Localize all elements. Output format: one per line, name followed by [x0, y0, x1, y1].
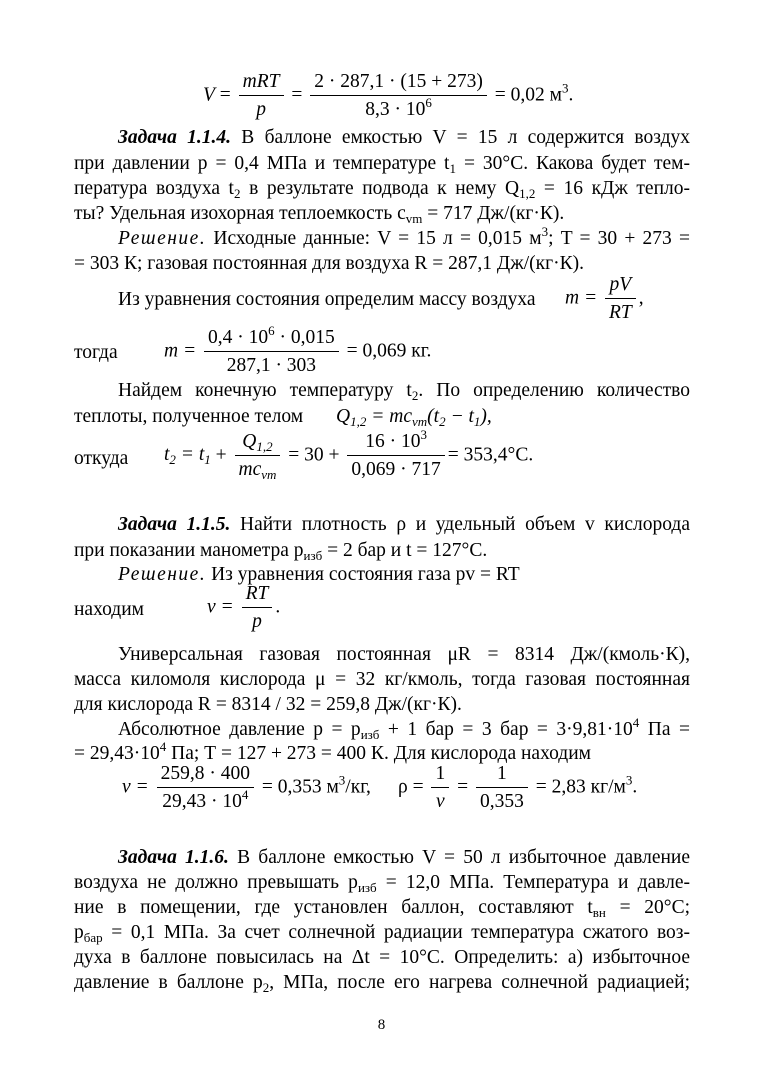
- eq-lhs: V: [203, 84, 215, 106]
- page-number: 8: [377, 1017, 386, 1033]
- task-115-line-2: при показании манометра $p_{изб} = 2$ бар и t = 127°С.: [74, 540, 488, 563]
- task-114-title: Задача 1.1.4.: [118, 127, 231, 148]
- task-115-line-7: Абсолютное давление $p = p_{изб} + 1$ бар = 3 бар = $3\cdot 9,81\cdot 10^4$ Па =: [118, 715, 690, 742]
- task-114-line-6: = 303 К; газовая постоянная для воздуха R = 287,1 Дж/(кг·К).: [74, 253, 584, 274]
- task-116-line-6: давление в баллоне $p_2$, МПа, после его нагрева солнечной радиацией;: [74, 972, 691, 995]
- task-114-line-2: при давлении p = 0,4 МПа и температуре $t_1 = 30^\circ С$. Какова будет тем-: [74, 153, 690, 176]
- solution-label: Решение.: [118, 564, 207, 585]
- task-116-line-5: духа в баллоне повысилась на Δt = 10°С. Определить: а) избыточное: [74, 947, 690, 968]
- heat-equation: $Q_{1,2} = mc_{vm}(t_2 - t_1)$,: [335, 406, 492, 429]
- task-114-line-1: Задача 1.1.4. В баллоне емкостью V = 15 л содержится воздух: [118, 127, 690, 148]
- task-115-line-8: = $29,43\cdot 10^4$ Па; Т = 127 + 273 = 400 К. Для кислорода находим: [74, 739, 591, 764]
- togda-label: тогда: [74, 342, 118, 363]
- task-114-line-4: ты? Удельная изохорная теплоемкость $c_{vm} = 717$ Дж/(кг·К).: [74, 203, 565, 226]
- task-116-line-3: ние в помещении, где установлен баллон, составляют $t_{вн} = 20^\circ С$;: [74, 897, 690, 920]
- eq-result: = 0,02 м: [494, 84, 562, 106]
- temperature-calculation: $t_2 = t_1$ + $\frac{Q_{1,2}}{mc_{vm}}$ = 30 + $\frac{16 \cdot 10^3}{0,069 \cdot 717}$ = 353,4°С.: [164, 427, 534, 482]
- task-115-title: Задача 1.1.5.: [118, 514, 231, 535]
- mass-formula: m = $\frac{pV}{RT}$ ,: [565, 274, 644, 323]
- task-116-title: Задача 1.1.6.: [118, 847, 229, 868]
- fraction-mrt-p: [239, 70, 284, 122]
- task-114-line-8: Найдем конечную температуру $t_2$. По определению количество: [118, 380, 690, 403]
- task-114-line-3: пература воздуха $t_2$ в результате подвода к нему $Q_{1,2} = 16$ кДж тепло-: [74, 178, 690, 201]
- task-114-line-9: теплоты, полученное телом $Q_{1,2} = mc_{vm}(t_2 - t_1)$,: [74, 406, 492, 429]
- specific-volume-calculation: v = $\frac{259,8 \cdot 400}{29,43 \cdot 10^4}$ = 0,353 $м^3/кг$,: [122, 763, 371, 812]
- task-115-line-1: Задача 1.1.5. Найти плотность ρ и удельный объем v кислорода: [118, 514, 690, 535]
- otkuda-label: откуда: [74, 448, 129, 469]
- task-116-line-1: Задача 1.1.6. В баллоне емкостью V = 50 л избыточное давление: [118, 847, 690, 868]
- fraction-numeric: [310, 70, 487, 122]
- task-116-line-4: $p_{бар} = 0,1$ МПа. За счет солнечной радиации температура сжатого воз-: [74, 922, 690, 945]
- specific-volume-formula: v = $\frac{RT}{p}$ .: [207, 583, 281, 632]
- task-115-line-3: Решение. Из уравнения состояния газа pv = RT: [118, 564, 520, 585]
- task-116-line-2: воздуха не должно превышать $p_{изб} = 12,0$ МПа. Температура и давле-: [74, 872, 690, 895]
- task-114-line-7: Из уравнения состояния определим массу воздуха: [118, 289, 536, 310]
- task-115-line-6: для кислорода R = 8314 / 32 = 259,8 Дж/(кг·К).: [74, 694, 462, 715]
- task-115-line-5: масса киломоля кислорода μ = 32 кг/кмоль, тогда газовая постоянная: [74, 669, 690, 690]
- task-115-line-4: Универсальная газовая постоянная μR = 8314 Дж/(кмоль·К),: [118, 644, 690, 665]
- fraction-numerator: mRT: [239, 70, 284, 96]
- solution-label: Решение.: [118, 228, 207, 249]
- task-114-line-5: Решение. Исходные данные: V = 15 л = 0,015 $м^3$; T = 30 + 273 =: [118, 224, 690, 249]
- volume-equation: V = $\frac{\text{mRT}}{p}$ = $\frac{2 \cdot 287,1 \cdot (15 + 273)}{8,3 \cdot 10^6}$ = 0,02 $м^3$.: [203, 71, 574, 120]
- fraction-numerator: 2 · 287,1 · (15 + 273): [310, 70, 487, 96]
- mass-calculation: m = $\frac{0,4 \cdot 10^6 \cdot 0,015}{287,1 \cdot 303}$ = 0,069 кг.: [164, 323, 432, 376]
- fraction-denominator: $8,3 \cdot 10^6$: [365, 94, 432, 120]
- nakhodim-label: находим: [74, 599, 144, 620]
- fraction-denominator: p: [256, 98, 266, 120]
- density-calculation: ρ = $\frac{1}{v}$ = $\frac{1}{0,353}$ = 2,83 $кг/м^3$.: [398, 763, 638, 812]
